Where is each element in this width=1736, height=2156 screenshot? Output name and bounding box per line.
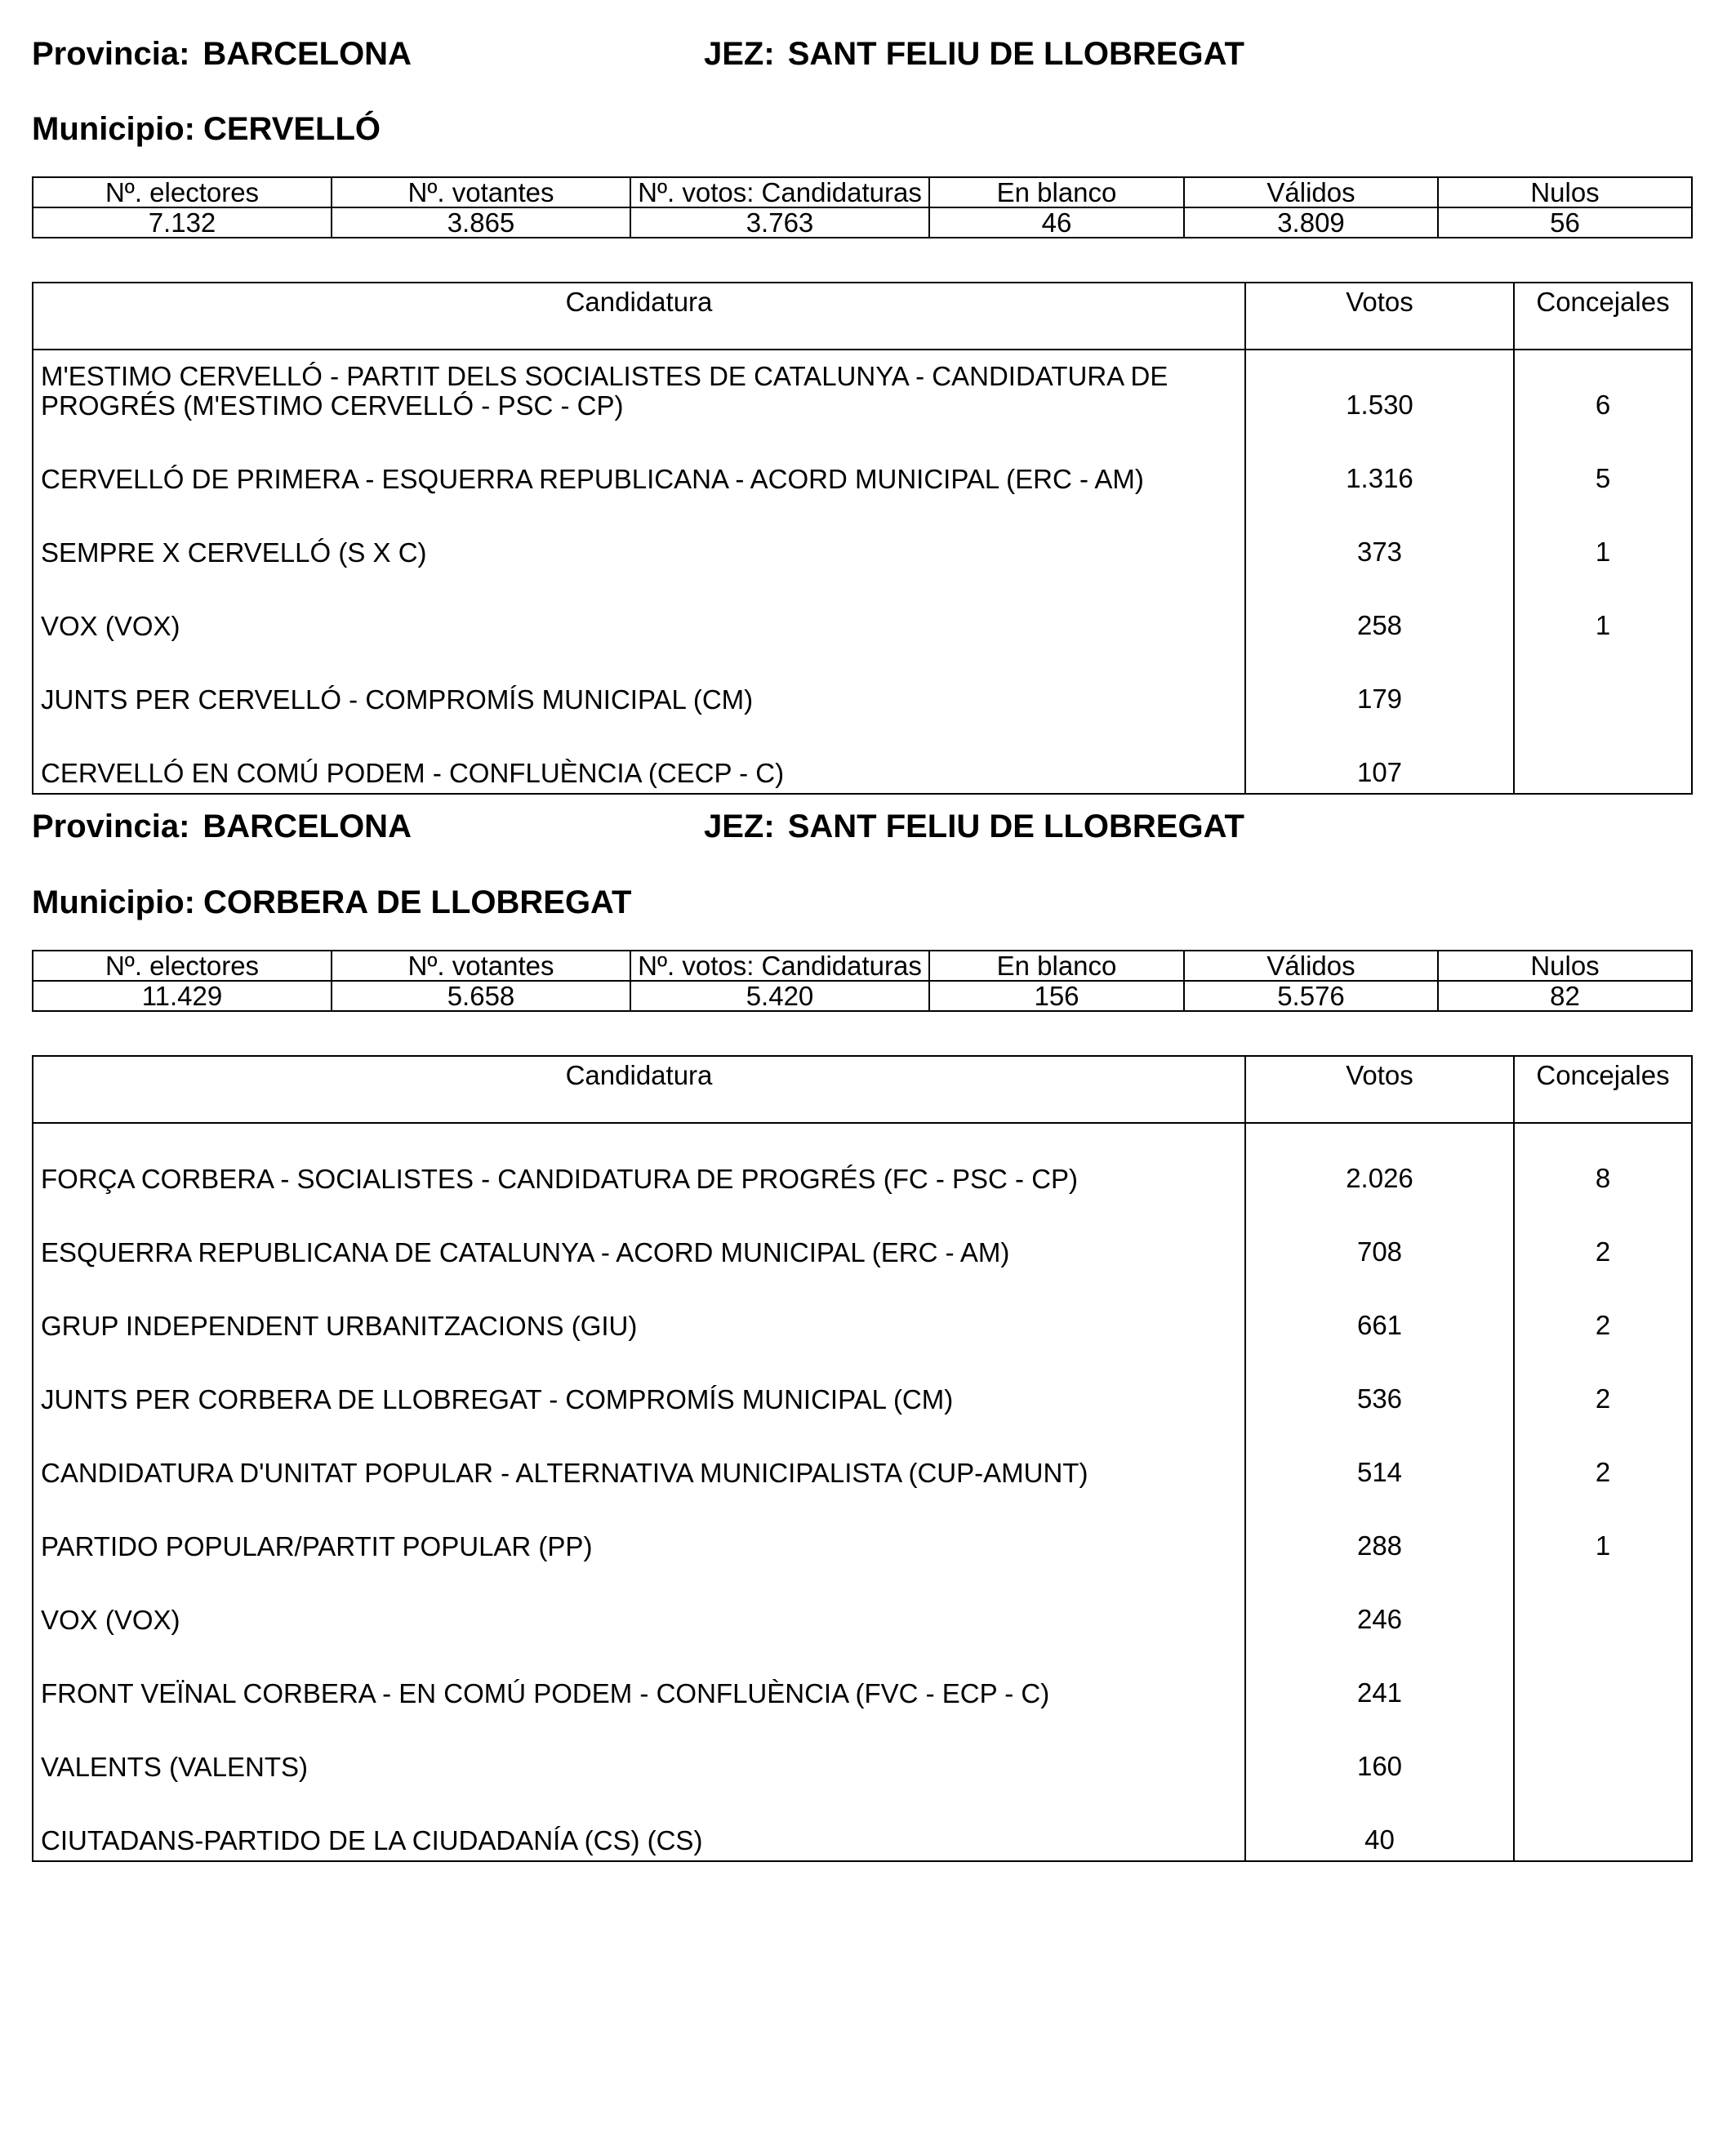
- votos-value: 107: [1245, 719, 1514, 794]
- table-row: [33, 1346, 1692, 1419]
- provincia-value: BARCELONA: [203, 808, 412, 844]
- table-row: [33, 1272, 1692, 1346]
- header-votantes: Nº. votantes: [332, 951, 630, 981]
- candidatura-name: VOX (VOX): [33, 1566, 1245, 1640]
- value-validos: 5.576: [1184, 981, 1438, 1011]
- table-row: [33, 499, 1692, 572]
- concejales-value: [1514, 1713, 1692, 1787]
- table-row: [33, 425, 1692, 499]
- votos-value: 514: [1245, 1419, 1514, 1493]
- votos-value: 40: [1245, 1787, 1514, 1861]
- jez-heading-2: [704, 810, 1244, 843]
- concejales-value: 2: [1514, 1199, 1692, 1272]
- summary-value-row: [33, 207, 1692, 238]
- table-row: [33, 1640, 1692, 1713]
- candidatura-name: SEMPRE X CERVELLÓ (S X C): [33, 499, 1245, 572]
- votos-value: 536: [1245, 1346, 1514, 1419]
- candidatura-name: ESQUERRA REPUBLICANA DE CATALUNYA - ACORD MUNICIPAL (ERC - AM): [33, 1199, 1245, 1272]
- table-row: [33, 1123, 1692, 1199]
- header-electores: Nº. electores: [33, 951, 332, 981]
- municipio-heading-2: [32, 886, 631, 919]
- header-candidatura: Candidatura: [33, 283, 1245, 350]
- candidatura-name: CIUTADANS-PARTIDO DE LA CIUDADANÍA (CS) (CS): [33, 1787, 1245, 1861]
- candidatura-name: JUNTS PER CORBERA DE LLOBREGAT - COMPROMÍS MUNICIPAL (CM): [33, 1346, 1245, 1419]
- concejales-value: 2: [1514, 1419, 1692, 1493]
- votos-value: 246: [1245, 1566, 1514, 1640]
- concejales-value: [1514, 1640, 1692, 1713]
- votos-value: 1.530: [1245, 350, 1514, 425]
- provincia-heading-2: [32, 810, 412, 843]
- header-votos: Votos: [1245, 283, 1514, 350]
- header-votos: Votos: [1245, 1056, 1514, 1123]
- candidatura-name: PARTIDO POPULAR/PARTIT POPULAR (PP): [33, 1493, 1245, 1566]
- results-header-row: [33, 1056, 1692, 1123]
- table-row: [33, 1419, 1692, 1493]
- municipio-label: Municipio:: [32, 111, 195, 147]
- candidatura-name: GRUP INDEPENDENT URBANITZACIONS (GIU): [33, 1272, 1245, 1346]
- votos-value: 373: [1245, 499, 1514, 572]
- votos-value: 258: [1245, 572, 1514, 646]
- concejales-value: 1: [1514, 499, 1692, 572]
- votos-value: 179: [1245, 646, 1514, 719]
- value-votos-candidaturas: 5.420: [630, 981, 929, 1011]
- votos-value: 241: [1245, 1640, 1514, 1713]
- table-row: [33, 1493, 1692, 1566]
- votos-value: 708: [1245, 1199, 1514, 1272]
- candidatura-name: M'ESTIMO CERVELLÓ - PARTIT DELS SOCIALISTES DE CATALUNYA - CANDIDATURA DE PROGRÉS (M'ESTIMO CERVELLÓ - PSC - CP): [33, 350, 1245, 425]
- candidatura-name: VALENTS (VALENTS): [33, 1713, 1245, 1787]
- jez-heading-1: [704, 38, 1244, 70]
- value-nulos: 82: [1438, 981, 1692, 1011]
- summary-header-row: [33, 177, 1692, 207]
- value-votantes: 3.865: [332, 207, 630, 238]
- concejales-value: 6: [1514, 350, 1692, 425]
- concejales-value: 2: [1514, 1346, 1692, 1419]
- summary-table-2: [32, 950, 1693, 1012]
- candidatura-name: FORÇA CORBERA - SOCIALISTES - CANDIDATURA DE PROGRÉS (FC - PSC - CP): [33, 1123, 1245, 1199]
- candidatura-name: CERVELLÓ EN COMÚ PODEM - CONFLUÈNCIA (CECP - C): [33, 719, 1245, 794]
- concejales-value: [1514, 1566, 1692, 1640]
- value-en-blanco: 156: [929, 981, 1184, 1011]
- results-table-2: [32, 1055, 1693, 1862]
- votos-value: 661: [1245, 1272, 1514, 1346]
- table-row: [33, 1713, 1692, 1787]
- header-concejales: Concejales: [1514, 1056, 1692, 1123]
- summary-table-1: [32, 176, 1693, 238]
- header-votos-candidaturas: Nº. votos: Candidaturas: [630, 177, 929, 207]
- header-validos: Válidos: [1184, 951, 1438, 981]
- value-electores: 7.132: [33, 207, 332, 238]
- jez-label: JEZ:: [704, 36, 775, 72]
- jez-value: SANT FELIU DE LLOBREGAT: [787, 36, 1244, 72]
- results-header-row: [33, 283, 1692, 350]
- value-validos: 3.809: [1184, 207, 1438, 238]
- municipio-value: CORBERA DE LLOBREGAT: [203, 884, 632, 920]
- concejales-value: 2: [1514, 1272, 1692, 1346]
- provincia-heading-1: [32, 38, 412, 70]
- header-concejales: Concejales: [1514, 283, 1692, 350]
- votos-value: 2.026: [1245, 1123, 1514, 1199]
- candidatura-name: CANDIDATURA D'UNITAT POPULAR - ALTERNATIVA MUNICIPALISTA (CUP-AMUNT): [33, 1419, 1245, 1493]
- results-table-1: [32, 282, 1693, 795]
- value-nulos: 56: [1438, 207, 1692, 238]
- value-en-blanco: 46: [929, 207, 1184, 238]
- concejales-value: 8: [1514, 1123, 1692, 1199]
- candidatura-name: CERVELLÓ DE PRIMERA - ESQUERRA REPUBLICANA - ACORD MUNICIPAL (ERC - AM): [33, 425, 1245, 499]
- header-validos: Válidos: [1184, 177, 1438, 207]
- header-en-blanco: En blanco: [929, 951, 1184, 981]
- value-votantes: 5.658: [332, 981, 630, 1011]
- provincia-label: Provincia:: [32, 808, 190, 844]
- municipio-label: Municipio:: [32, 884, 195, 920]
- candidatura-name: VOX (VOX): [33, 572, 1245, 646]
- value-electores: 11.429: [33, 981, 332, 1011]
- municipio-value: CERVELLÓ: [203, 111, 381, 147]
- header-votantes: Nº. votantes: [332, 177, 630, 207]
- concejales-value: [1514, 719, 1692, 794]
- municipio-heading-1: [32, 113, 381, 145]
- summary-header-row: [33, 951, 1692, 981]
- table-row: [33, 1566, 1692, 1640]
- header-votos-candidaturas: Nº. votos: Candidaturas: [630, 951, 929, 981]
- jez-value: SANT FELIU DE LLOBREGAT: [787, 808, 1244, 844]
- provincia-label: Provincia:: [32, 36, 190, 72]
- table-row: [33, 646, 1692, 719]
- concejales-value: 5: [1514, 425, 1692, 499]
- value-votos-candidaturas: 3.763: [630, 207, 929, 238]
- provincia-value: BARCELONA: [203, 36, 412, 72]
- table-row: [33, 350, 1692, 425]
- votos-value: 1.316: [1245, 425, 1514, 499]
- table-row: [33, 1199, 1692, 1272]
- summary-value-row: [33, 981, 1692, 1011]
- concejales-value: [1514, 1787, 1692, 1861]
- votos-value: 288: [1245, 1493, 1514, 1566]
- concejales-value: [1514, 646, 1692, 719]
- header-nulos: Nulos: [1438, 951, 1692, 981]
- votos-value: 160: [1245, 1713, 1514, 1787]
- header-en-blanco: En blanco: [929, 177, 1184, 207]
- table-row: [33, 1787, 1692, 1861]
- header-nulos: Nulos: [1438, 177, 1692, 207]
- concejales-value: 1: [1514, 572, 1692, 646]
- header-electores: Nº. electores: [33, 177, 332, 207]
- header-candidatura: Candidatura: [33, 1056, 1245, 1123]
- table-row: [33, 719, 1692, 794]
- table-row: [33, 572, 1692, 646]
- candidatura-name: FRONT VEÏNAL CORBERA - EN COMÚ PODEM - CONFLUÈNCIA (FVC - ECP - C): [33, 1640, 1245, 1713]
- jez-label: JEZ:: [704, 808, 775, 844]
- candidatura-name: JUNTS PER CERVELLÓ - COMPROMÍS MUNICIPAL (CM): [33, 646, 1245, 719]
- concejales-value: 1: [1514, 1493, 1692, 1566]
